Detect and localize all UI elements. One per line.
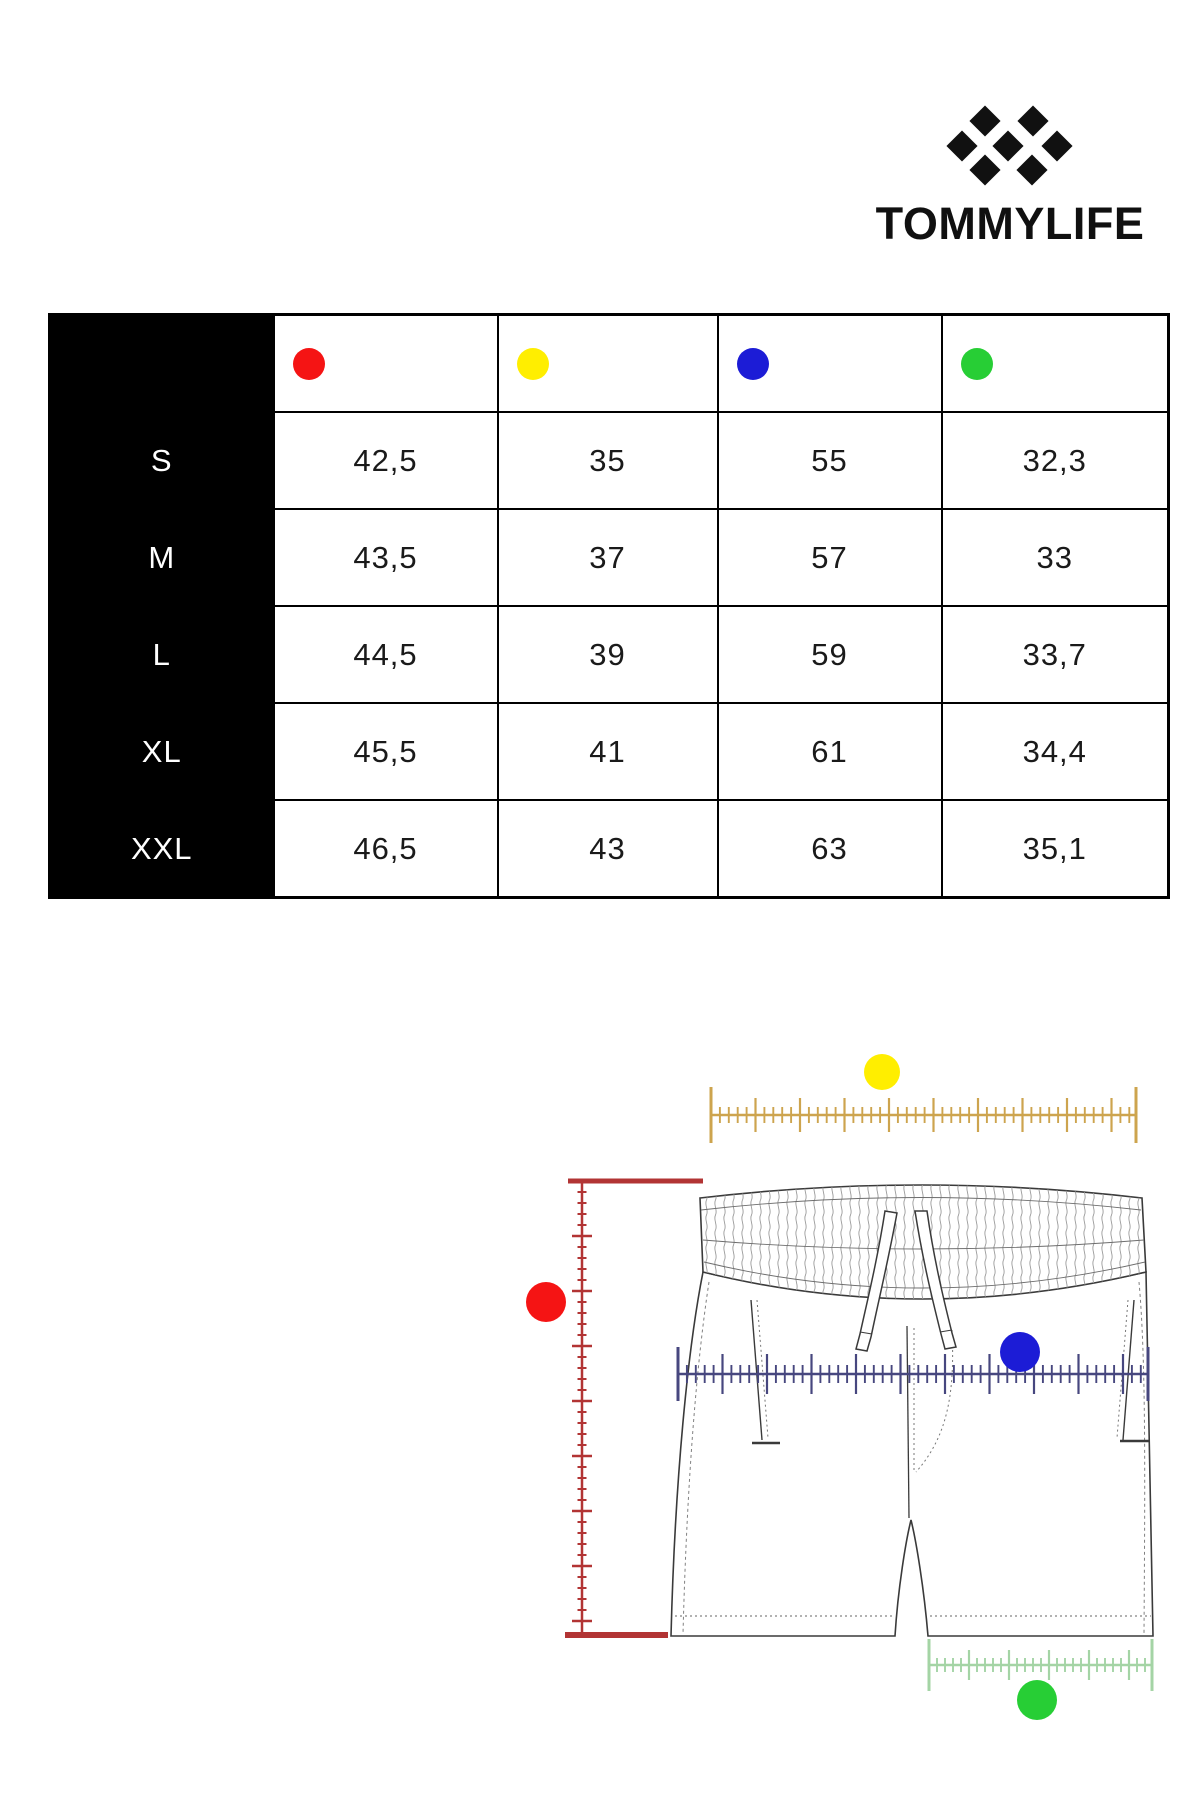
column-header-red [274, 315, 498, 413]
value-cell: 33 [942, 509, 1169, 606]
logo-diamonds-icon [930, 90, 1090, 195]
table-row [50, 703, 1169, 800]
value-cell: 42,5 [274, 412, 498, 509]
value-cell: 39 [498, 606, 718, 703]
leg-opening-marker-dot [1017, 1680, 1057, 1720]
brand-name: TOMMYLIFE [875, 198, 1145, 249]
value-cell: 46,5 [274, 800, 498, 898]
shorts-body [671, 1272, 1153, 1636]
waist-marker-dot [864, 1054, 900, 1090]
green-dot-icon [959, 346, 995, 382]
shorts-measurement-diagram [520, 1040, 1200, 1800]
size-table [48, 313, 1170, 899]
tommylife-logo [860, 90, 1170, 250]
value-cell: 35 [498, 412, 718, 509]
size-label: M [50, 509, 274, 606]
value-cell: 41 [498, 703, 718, 800]
value-cell: 59 [718, 606, 942, 703]
red-dot-icon [291, 346, 327, 382]
value-cell: 55 [718, 412, 942, 509]
shorts-drawing [671, 1185, 1153, 1636]
table-row [50, 412, 1169, 509]
value-cell: 45,5 [274, 703, 498, 800]
value-cell: 43,5 [274, 509, 498, 606]
column-header-green [942, 315, 1169, 413]
value-cell: 57 [718, 509, 942, 606]
value-cell: 34,4 [942, 703, 1169, 800]
hip-marker-dot [1000, 1332, 1040, 1372]
value-cell: 43 [498, 800, 718, 898]
value-cell: 44,5 [274, 606, 498, 703]
size-label: S [50, 412, 274, 509]
value-cell: 61 [718, 703, 942, 800]
blue-dot-icon [735, 346, 771, 382]
waist-ruler [711, 1087, 1136, 1143]
size-label: XXL [50, 800, 274, 898]
size-label: XL [50, 703, 274, 800]
value-cell: 37 [498, 509, 718, 606]
table-row [50, 606, 1169, 703]
table-row [50, 509, 1169, 606]
table-row [50, 800, 1169, 898]
value-cell: 35,1 [942, 800, 1169, 898]
yellow-dot-icon [515, 346, 551, 382]
side-length-marker-dot [526, 1282, 566, 1322]
table-header-row [50, 315, 1169, 413]
column-header-yellow [498, 315, 718, 413]
value-cell: 33,7 [942, 606, 1169, 703]
value-cell: 32,3 [942, 412, 1169, 509]
size-label: L [50, 606, 274, 703]
value-cell: 63 [718, 800, 942, 898]
table-corner-cell [50, 315, 274, 413]
column-header-blue [718, 315, 942, 413]
